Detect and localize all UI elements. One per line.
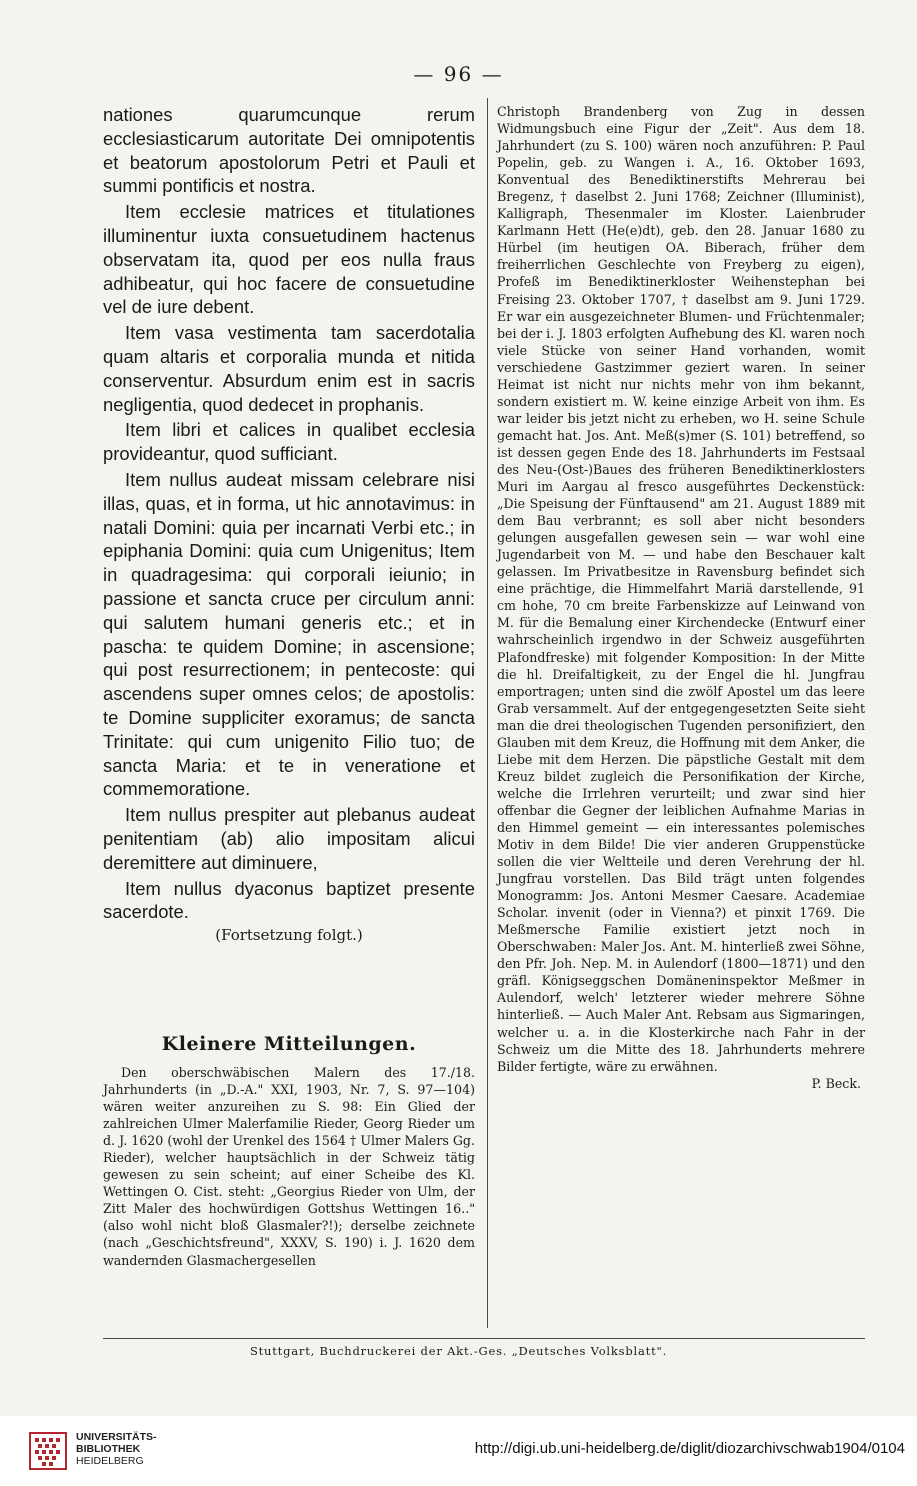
logo-line: UNIVERSITÄTS- xyxy=(76,1431,157,1443)
footer-divider xyxy=(103,1338,865,1339)
paragraph: Item nullus dyaconus baptizet presente sacerdote. xyxy=(103,877,475,923)
paragraph: Item ecclesie matrices et titulationes illuminentur iuxta consuetudinem hactenus observatam ita, quod per eos nulla fraus adhibeatur, qui hoc facere de consuetudine vel de iure debent. xyxy=(103,201,475,318)
paragraph: Item libri et calices in qualibet ecclesia provideantur, quod sufficiant. xyxy=(103,419,475,465)
left-column xyxy=(103,103,475,948)
author-signature: P. Beck. xyxy=(811,1075,861,1091)
permalink-url[interactable]: http://digi.ub.uni-heidelberg.de/diglit/diozarchivschwab1904/0104 xyxy=(474,1440,905,1457)
library-logo-text xyxy=(76,1431,157,1467)
section-body xyxy=(103,1064,475,1269)
right-column-text: Christoph Brandenberg von Zug in dessen Widmungsbuch eine Figur der „Zeit". Aus dem 18. Jahrhundert (zu S. 100) wären noch anzuführen: P. Paul Popelin, geb. zu Wangen i. A., 16. Oktober 1693, Konventual des Benediktinerstifts Mehrerau bei Bregenz, † daselbst 2. Juni 1768; Zeichner (Illuminist), Kalligraph, Thesenmaler im Kloster. Laienbruder Karlmann Hett (He(e)dt), geb. den 28. Januar 1680 zu Hürbel (im heutigen OA. Biberach, früher dem freiherrlichen Geschlechte von Freyberg zu eigen), Profeß im Benediktinerkloster Weihenstephan bei Freising 23. Oktober 1707, † daselbst am 9. Juni 1729. Er war ein ausgezeichneter Blumen- und Früchtenmaler; bei der i. J. 1803 erfolgten Aufhebung des Kl. waren noch viele Stücke von seiner Hand vorhanden, womit verschiedene Gastzimmer geziert waren. In seiner Heimat ist nicht nur nichts mehr von ihm bekannt, sondern existiert m. W. keine einzige Arbeit von ihm. Es war leider bis jetzt nicht zu erheben, wo H. seine Schule gemacht hat. Jos. Ant. Meß(s)mer (S. 101) betreffend, so ist dessen gegen Ende des 18. Jahrhunderts im Festsaal des Neu-(Ost-)Baues des früheren Benediktinerklosters Muri im Aargau al fresco ausgeführtes Deckenstück: „Die Speisung der Fünftausend" am 21. August 1889 mit dem Bau verbrannt; es soll aber nicht besonders gelungen ausgefallen gewesen sein — war wohl eine Jugendarbeit von M. — und habe den Beschauer kalt gelassen. Im Privatbesitze in Ravensburg befindet sich eine prächtige, die Himmelfahrt Mariä darstellende, 91 cm hohe, 70 cm breite Farbenskizze auf Leinwand von M. für die Bemalung einer Kirchendecke (Entwurf einer wahrscheinlich irgendwo in der Schweiz ausgeführten Plafondfreske) mit folgender Komposition: In der Mitte die hl. Dreifaltigkeit, zu der Engel die hl. Jungfrau emportragen; unten sind die zwölf Apostel um das leere Grab versammelt. Auf der entgegengesetzten Seite sieht man die drei theologischen Tugenden personifiziert, den Glauben mit dem Kreuz, die Hoffnung mit dem Anker, die Liebe mit dem Herzen. Die päpstliche Gestalt mit dem Kreuz bildet zugleich die Personifikation der Kirche, welche die Irrlehren verurteilt; und zwar sind hier offenbar die Gegner der leiblichen Aufnahme Marias in den Himmel gemeint — ein interessantes polemisches Motiv in dem Bilde! Die vier anderen Gruppenstücke sollen die vier Weltteile und deren Verehrung der hl. Jungfrau vorstellen. Das Bild trägt unten folgendes Monogramm: Jos. Antoni Mesmer Caesare. Academiae Scholar. invenit (oder in Vienna?) et pinxit 1769. Die Meßmersche Familie existiert jetzt noch in Oberschwaben: Maler Jos. Ant. M. hinterließ zwei Söhne, den Pfr. Joh. Nep. M. in Aulendorf (1800—1871) und den gräfl. Königseggschen Domäneninspektor Meßmer in Aulendorf, welch' letzterer wieder mehrere Söhne hinterließ. — Auch Maler Ant. Rebsam aus Sigmaringen, welcher u. a. in die Klosterkirche nach Fahr in der Schweiz um die Mitte des 18. Jahrhunderts mehrere Bilder fertigte, wäre zu erwähnen. xyxy=(497,104,865,1074)
paragraph: Item vasa vestimenta tam sacerdotalia quam altaris et corporalia munda et nitida conserventur. Absurdum enim est in sacris negligentia, quod dedecet in prophanis. xyxy=(103,322,475,415)
printer-imprint: Stuttgart, Buchdruckerei der Akt.-Ges. „Deutsches Volksblatt". xyxy=(249,1344,668,1358)
column-divider xyxy=(487,98,488,1328)
paragraph: Item nullus audeat missam celebrare nisi illas, quas, et in forma, ut hic annotavimus: in natali Domini: quia per incarnati Verbi etc.; in epiphania Domini: quia cum Unigenitus; Item in quadragesima: qui corporali ieiunio; in passione et sancta cruce per circulum anni: qui salutem humani generis etc.; et in pascha: te quidem Domine; in ascensione; qui post resurrectionem; in pentecoste: qui ascendens super omnes celos; de apostolis: te Domine suppliciter exoramus; de sancta Trinitate: qui cum unigenito Filio tuo; de sancta Maria: et te in veneratione et commemoratione. xyxy=(103,468,475,800)
right-column xyxy=(497,103,865,1092)
section-title: Kleinere Mitteilungen. xyxy=(161,1033,417,1055)
library-logo[interactable] xyxy=(28,1431,228,1475)
paragraph: nationes quarumcunque rerum ecclesiasticarum autoritate Dei omnipotentis et beatorum apostolorum Petri et Pauli et summi pontificis et nostra. xyxy=(103,104,475,197)
continued-note: (Fortsetzung folgt.) xyxy=(215,926,363,945)
logo-line: HEIDELBERG xyxy=(76,1455,144,1467)
logo-line: BIBLIOTHEK xyxy=(76,1443,141,1455)
section-paragraph: Den oberschwäbischen Malern des 17./18. Jahrhunderts (in „D.-A." XXI, 1903, Nr. 7, S. 97—104) wären weiter anzureihen zu S. 98: Ein Glied der zahlreichen Ulmer Malerfamilie Rieder, Georg Rieder um d. J. 1620 (wohl der Urenkel des 1564 † Ulmer Malers Gg. Rieder), welcher hauptsächlich in der Schweiz tätig gewesen zu sein scheint; auf einer Scheibe des Kl. Wettingen O. Cist. steht: „Georgius Rieder von Ulm, der Zitt Maler des hochwürdigen Gottshus Wettingen 16.." (also wohl nicht bloß Glasmaler?!); derselbe zeichnete (nach „Geschichtsfreund", XXXV, S. 190) i. J. 1620 dem wandernden Glasmachergesellen xyxy=(103,1065,475,1268)
paragraph: Item nullus prespiter aut plebanus audeat penitentiam (ab) alio impositam alicui deremittere aut diminuere, xyxy=(103,804,475,873)
library-logo-icon xyxy=(28,1431,68,1471)
page-number: — 96 — xyxy=(413,62,504,86)
